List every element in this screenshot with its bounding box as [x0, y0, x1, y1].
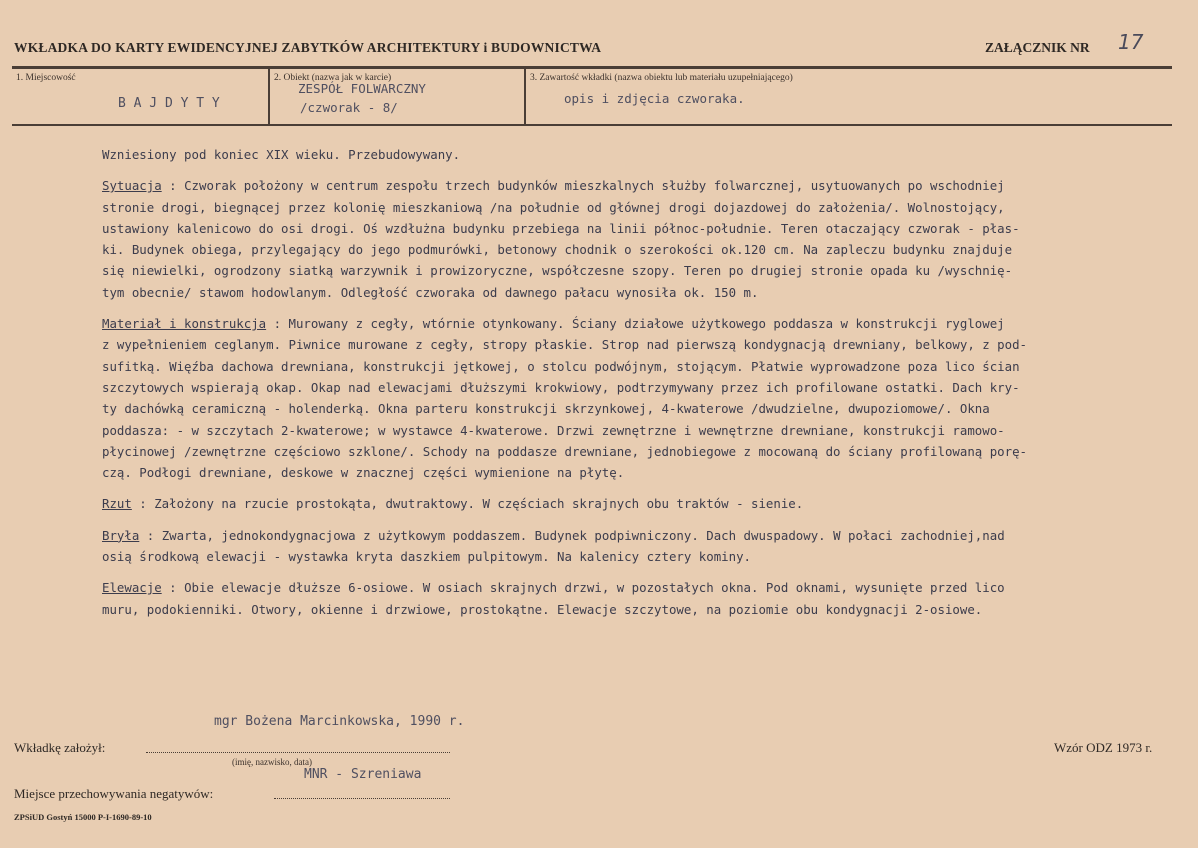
- description-body: [102, 144, 1142, 630]
- situation-paragraph: [102, 175, 1142, 303]
- field-bottom-rule: [12, 124, 1172, 126]
- created-by-caption: (imię, nazwisko, data): [232, 757, 312, 767]
- negatives-location-line: [274, 798, 450, 799]
- elevations-paragraph: [102, 577, 1142, 620]
- plan-paragraph: [102, 493, 1142, 514]
- object-value-line2: /czworak - 8/: [300, 100, 398, 115]
- mass-line: : Zwarta, jednokondygnacjowa z użytkowym poddaszem. Budynek podpiwniczony. Dach dwuspadowy. W połaci zachodniej,nad: [139, 527, 1005, 543]
- object-value-line1: ZESPÓŁ FOLWARCZNY: [298, 81, 426, 96]
- form-title: WKŁADKA DO KARTY EWIDENCYJNEJ ZABYTKÓW ARCHITEKTURY i BUDOWNICTWA: [14, 40, 602, 55]
- material-line: szczytowych wspierają okap. Okap nad elewacjami dłuższymi krokwiowy, podtrzymywany przez ich profilowane ostatki. Dach kry-: [102, 379, 1020, 395]
- elevations-heading: Elewacje: [102, 580, 162, 596]
- material-line: poddasza: - w szczytach 2-kwaterowe; w wystawce 4-kwaterowe. Drzwi zewnętrzne i wewnętrzne drewniane, konstrukcji ramowo-: [102, 422, 1005, 438]
- material-line: z wypełnieniem ceglanym. Piwnice murowane z cegły, stropy płaskie. Strop nad pierwszą kondygnacją drewniany, belkowy, z pod-: [102, 337, 1028, 353]
- plan-line: : Założony na rzucie prostokąta, dwutraktowy. W częściach skrajnych obu traktów - sienie.: [131, 496, 804, 512]
- negatives-location-value: MNR - Szreniawa: [304, 767, 422, 782]
- header-rule: [12, 66, 1172, 69]
- print-code: ZPSiUD Gostyń 15000 P-I-1690-89-10: [14, 812, 152, 822]
- mass-line: osią środkową elewacji - wystawka kryta daszkiem pulpitowym. Na kalenicy cztery kominy.: [102, 549, 752, 565]
- annex-label: ZAŁĄCZNIK NR: [985, 40, 1090, 55]
- material-line: ty dachówką ceramiczną - holenderką. Okna parteru konstrukcji skrzynkowej, 4-kwaterowe /dwudzielne, dwupoziomowe/. Okna: [102, 401, 990, 417]
- created-by-label: Wkładkę założył:: [14, 740, 106, 755]
- situation-line: się niewielki, ogrodzony siatką warzywnik i prowizoryczne, współczesne szopy. Teren po drugiej stronie opada ku /wyschnię-: [102, 263, 1013, 279]
- content-label: 3. Zawartość wkładki (nazwa obiektu lub materiału uzupełniającego): [530, 73, 793, 83]
- content-value: opis i zdjęcia czworaka.: [564, 91, 745, 106]
- object-label: 2. Obiekt (nazwa jak w karcie): [274, 73, 392, 83]
- situation-heading: Sytuacja: [102, 178, 162, 194]
- material-line: sufitką. Więźba dachowa drewniana, konstrukcji jętkowej, o stolcu podwójnym, stojącym. Płatwie wyprowadzone poza lico ścian: [102, 358, 1020, 374]
- created-by-line: [146, 752, 450, 753]
- situation-line: : Czworak położony w centrum zespołu trzech budynków mieszkalnych służby folwarcznej, usytuowanych po wschodniej: [161, 178, 1005, 194]
- field-divider: [268, 68, 270, 124]
- material-line: płycinowej /zewnętrzne częściowo szklone/. Schody na poddasze drewniane, jednobiegowe z mocowaną do ściany profilowaną porę-: [102, 443, 1028, 459]
- material-heading: Materiał i konstrukcja: [102, 316, 267, 332]
- locality-value: B A J D Y T Y: [118, 96, 220, 111]
- material-line: czą. Podłogi drewniane, deskowe w znacznej części wymienione na płytę.: [102, 465, 625, 481]
- author-signature: mgr Bożena Marcinkowska, 1990 r.: [214, 714, 465, 729]
- field-divider: [524, 68, 526, 124]
- form-model: Wzór ODZ 1973 r.: [1054, 740, 1153, 755]
- negatives-location-label: Miejsce przechowywania negatywów:: [14, 786, 214, 801]
- mass-heading: Bryła: [102, 527, 140, 543]
- situation-line: ki. Budynek obiega, przylegający do jego podmurówki, betonowy chodnik o szerokości ok.120 cm. Na zapleczu budynku znajduje: [102, 242, 1013, 258]
- material-paragraph: [102, 313, 1142, 483]
- annex-number: 17: [1118, 30, 1144, 54]
- plan-heading: Rzut: [102, 496, 132, 512]
- elevations-line: muru, podokienniki. Otwory, okienne i drzwiowe, prostokątne. Elewacje szczytowe, na poziomie obu kondygnacji 2-osiowe.: [102, 601, 983, 617]
- mass-paragraph: [102, 525, 1142, 568]
- elevations-line: : Obie elewacje dłuższe 6-osiowe. W osiach skrajnych drzwi, w pozostałych okna. Pod oknami, wysunięte przed lico: [161, 580, 1005, 596]
- situation-line: stronie drogi, biegnącej przez kolonię mieszkaniową /na południe od głównej drogi dojazdowej do założenia/. Wolnostojący,: [102, 199, 1005, 215]
- situation-line: tym obecnie/ stawom hodowlanym. Odległość czworaka od dawnego pałacu wynosiła ok. 150 m.: [102, 284, 759, 300]
- locality-label: 1. Miejscowość: [16, 73, 76, 83]
- situation-line: ustawiony kalenicowo do osi drogi. Oś wzdłużna budynku przebiega na linii północ-południe. Teren otaczający czworak - płas-: [102, 220, 1020, 236]
- intro-paragraph: [102, 144, 1142, 165]
- material-line: : Murowany z cegły, wtórnie otynkowany. Ściany działowe użytkowego poddasza w konstrukcji ryglowej: [266, 316, 1005, 332]
- intro-line: Wzniesiony pod koniec XIX wieku. Przebudowywany.: [102, 147, 461, 162]
